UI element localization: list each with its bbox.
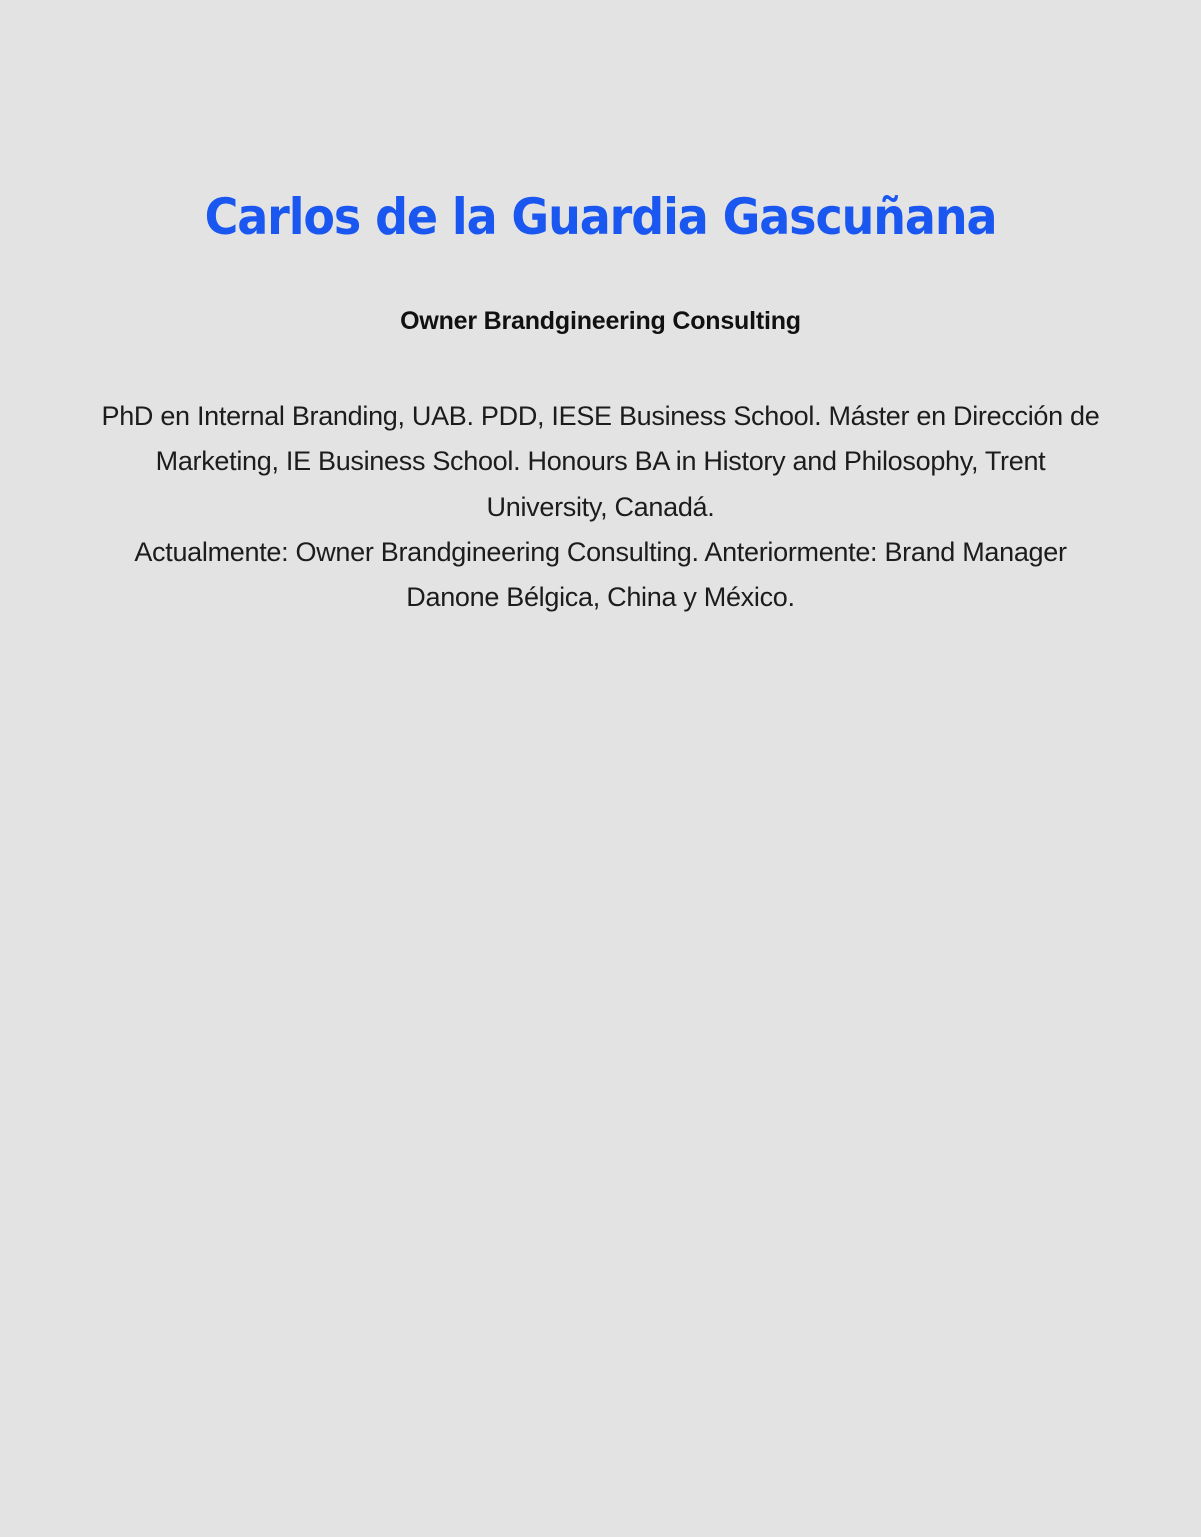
- bio-paragraph-experience: Actualmente: Owner Brandgineering Consulting. Anteriormente: Brand Manager Danone Bélgica, China y México.: [134, 537, 1067, 613]
- speaker-bio: [101, 336, 1101, 621]
- speaker-role: Owner Brandgineering Consulting: [400, 307, 801, 335]
- bio-paragraph-education: PhD en Internal Branding, UAB. PDD, IESE Business School. Máster en Dirección de Marketing, IE Business School. Honours BA in History and Philosophy, Trent University, Canadá.: [101, 401, 1100, 522]
- page-title: Carlos de la Guardia Gascuñana: [204, 188, 997, 246]
